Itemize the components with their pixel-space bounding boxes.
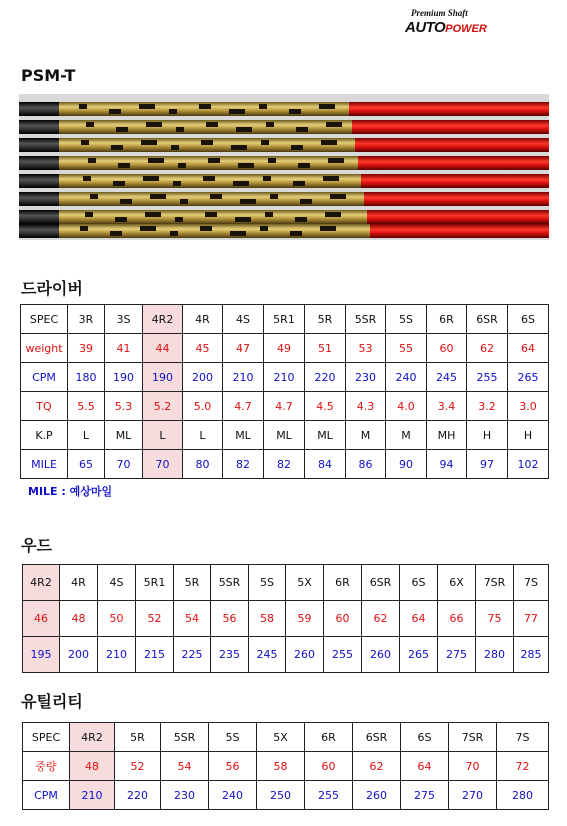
utility-cell: 5S xyxy=(209,723,257,752)
driver-cell: 47 xyxy=(223,334,264,363)
shaft-photo xyxy=(19,94,549,240)
driver-row xyxy=(21,334,549,363)
driver-row xyxy=(21,392,549,421)
shaft-pattern-mark xyxy=(90,194,98,199)
wood-cell: 58 xyxy=(249,601,286,637)
utility-row xyxy=(23,781,549,810)
shaft-pattern-mark xyxy=(319,104,335,109)
shaft-pattern-mark xyxy=(265,212,273,217)
wood-cell: 260 xyxy=(286,637,324,673)
wood-cell: 245 xyxy=(249,637,286,673)
driver-cell: 60 xyxy=(427,334,467,363)
shaft-pattern-mark xyxy=(296,127,308,132)
driver-cell: 5SR xyxy=(346,305,386,334)
shaft-pattern-mark xyxy=(205,212,217,217)
shaft-pattern-mark xyxy=(145,212,161,217)
utility-cell: 52 xyxy=(115,752,161,781)
wood-cell: 200 xyxy=(60,637,98,673)
utility-cell: 4R2 xyxy=(70,723,115,752)
utility-cell: 280 xyxy=(497,781,549,810)
shaft-pattern-mark xyxy=(113,181,125,186)
driver-cell: 4.3 xyxy=(346,392,386,421)
driver-cell: 5.5 xyxy=(68,392,105,421)
shaft-pattern-mark xyxy=(141,140,157,145)
wood-cell: 5R xyxy=(174,565,211,601)
shaft-pattern-mark xyxy=(80,226,88,231)
shaft-pattern-mark xyxy=(116,127,128,132)
shaft-pattern-mark xyxy=(230,231,246,236)
shaft-pattern-mark xyxy=(210,194,222,199)
utility-cell: 210 xyxy=(70,781,115,810)
shaft-pattern-mark xyxy=(290,231,302,236)
driver-cell: 45 xyxy=(183,334,223,363)
shaft-pattern-mark xyxy=(270,194,278,199)
shaft-pattern-mark xyxy=(330,194,346,199)
driver-cell: 65 xyxy=(68,450,105,479)
shaft-pattern-mark xyxy=(143,176,159,181)
shaft-pattern-mark xyxy=(293,181,305,186)
driver-title: 드라이버 xyxy=(21,279,83,298)
brand-auto: AUTO xyxy=(405,19,446,36)
driver-cell: 265 xyxy=(508,363,549,392)
utility-cell: 5SR xyxy=(161,723,209,752)
shaft-pattern-mark xyxy=(110,231,122,236)
shaft-pattern-mark xyxy=(111,145,123,150)
wood-cell: 275 xyxy=(438,637,476,673)
shaft-pattern-mark xyxy=(291,145,303,150)
wood-cell: 280 xyxy=(476,637,514,673)
shaft-pattern-mark xyxy=(140,226,156,231)
wood-title: 우드 xyxy=(21,536,52,555)
driver-cell: L xyxy=(68,421,105,450)
shaft-pattern-mark xyxy=(170,231,178,236)
shaft-pattern-mark xyxy=(229,109,245,114)
driver-cell: 5R1 xyxy=(264,305,305,334)
driver-cell: ML xyxy=(264,421,305,450)
driver-cell: 5S xyxy=(386,305,427,334)
utility-cell: CPM xyxy=(23,781,70,810)
wood-cell: 6X xyxy=(438,565,476,601)
shaft-segment xyxy=(19,138,59,152)
shaft-pattern-mark xyxy=(79,104,87,109)
driver-cell: K.P xyxy=(21,421,68,450)
utility-row xyxy=(23,723,549,752)
driver-cell: 82 xyxy=(264,450,305,479)
shaft-pattern-mark xyxy=(236,127,252,132)
utility-cell: 6S xyxy=(401,723,449,752)
utility-cell: 255 xyxy=(305,781,353,810)
wood-cell: 77 xyxy=(514,601,549,637)
shaft-pattern-mark xyxy=(325,212,341,217)
shaft-pattern-mark xyxy=(200,226,212,231)
shaft-pattern-mark xyxy=(289,109,301,114)
wood-cell: 5S xyxy=(249,565,286,601)
shaft-pattern-mark xyxy=(81,140,89,145)
shaft-pattern-mark xyxy=(180,199,188,204)
driver-cell: 3S xyxy=(105,305,143,334)
shaft-pattern-mark xyxy=(139,104,155,109)
driver-row xyxy=(21,421,549,450)
shaft-pattern-mark xyxy=(171,145,179,150)
driver-cell: 86 xyxy=(346,450,386,479)
wood-cell: 54 xyxy=(174,601,211,637)
driver-cell: ML xyxy=(305,421,346,450)
utility-cell: 7SR xyxy=(449,723,497,752)
shaft-pattern-mark xyxy=(148,158,164,163)
wood-cell: 255 xyxy=(324,637,362,673)
utility-cell: 58 xyxy=(257,752,305,781)
shaft-pattern-mark xyxy=(150,194,166,199)
driver-cell: MH xyxy=(427,421,467,450)
utility-cell: 240 xyxy=(209,781,257,810)
wood-cell: 64 xyxy=(400,601,438,637)
utility-cell: 56 xyxy=(209,752,257,781)
shaft-segment xyxy=(59,120,352,134)
shaft-pattern-mark xyxy=(175,217,183,222)
driver-cell: MILE xyxy=(21,450,68,479)
shaft-segment xyxy=(19,224,59,238)
driver-cell: 3.4 xyxy=(427,392,467,421)
shaft-pattern-mark xyxy=(231,145,247,150)
utility-spec-table xyxy=(22,722,549,810)
wood-cell: 75 xyxy=(476,601,514,637)
driver-cell: 62 xyxy=(467,334,508,363)
brand-logo xyxy=(405,8,515,37)
driver-cell: 84 xyxy=(305,450,346,479)
driver-cell: 51 xyxy=(305,334,346,363)
driver-row xyxy=(21,450,549,479)
shaft-pattern-mark xyxy=(115,217,127,222)
shaft-pattern-mark xyxy=(240,199,256,204)
utility-row xyxy=(23,752,549,781)
shaft-pattern-mark xyxy=(178,163,186,168)
driver-cell: 3R xyxy=(68,305,105,334)
shaft-pattern-mark xyxy=(176,127,184,132)
driver-cell: 70 xyxy=(105,450,143,479)
wood-cell: 265 xyxy=(400,637,438,673)
utility-cell: 260 xyxy=(353,781,401,810)
driver-cell: 5.2 xyxy=(143,392,183,421)
shaft-pattern-mark xyxy=(233,181,249,186)
driver-cell: SPEC xyxy=(21,305,68,334)
wood-row xyxy=(23,637,549,673)
driver-cell: 102 xyxy=(508,450,549,479)
driver-cell: 55 xyxy=(386,334,427,363)
driver-cell: 97 xyxy=(467,450,508,479)
shaft-pattern-mark xyxy=(85,212,93,217)
shaft-segment xyxy=(19,192,59,206)
wood-cell: 4R xyxy=(60,565,98,601)
shaft-segment xyxy=(19,156,59,170)
shaft-pattern-mark xyxy=(266,122,274,127)
utility-cell: SPEC xyxy=(23,723,70,752)
driver-cell: 64 xyxy=(508,334,549,363)
driver-cell: M xyxy=(346,421,386,450)
driver-cell: 49 xyxy=(264,334,305,363)
driver-cell: 5.3 xyxy=(105,392,143,421)
driver-cell: TQ xyxy=(21,392,68,421)
driver-row xyxy=(21,305,549,334)
shaft-pattern-mark xyxy=(88,158,96,163)
driver-spec-table xyxy=(20,304,549,479)
shaft-segment xyxy=(361,174,549,188)
driver-cell: 240 xyxy=(386,363,427,392)
driver-cell: 4.7 xyxy=(223,392,264,421)
driver-cell: 80 xyxy=(183,450,223,479)
driver-cell: 5.0 xyxy=(183,392,223,421)
shaft-pattern-mark xyxy=(206,122,218,127)
wood-cell: 5R1 xyxy=(136,565,174,601)
shaft-pattern-mark xyxy=(109,109,121,114)
wood-cell: 7S xyxy=(514,565,549,601)
shaft-pattern-mark xyxy=(259,104,267,109)
brand-tagline: Premium Shaft xyxy=(411,8,468,18)
driver-cell: 210 xyxy=(223,363,264,392)
wood-cell: 210 xyxy=(98,637,136,673)
wood-cell: 285 xyxy=(514,637,549,673)
driver-cell: 70 xyxy=(143,450,183,479)
shaft-pattern-mark xyxy=(235,217,251,222)
wood-spec-table xyxy=(22,564,549,673)
driver-cell: ML xyxy=(223,421,264,450)
driver-cell: 4.0 xyxy=(386,392,427,421)
driver-cell: H xyxy=(467,421,508,450)
wood-cell: 225 xyxy=(174,637,211,673)
utility-title: 유틸리티 xyxy=(21,692,83,711)
shaft-segment xyxy=(19,174,59,188)
shaft-pattern-mark xyxy=(328,158,344,163)
brand-wordmark xyxy=(405,19,515,37)
shaft-pattern-mark xyxy=(120,199,132,204)
shaft-pattern-mark xyxy=(146,122,162,127)
utility-cell: 70 xyxy=(449,752,497,781)
driver-cell: CPM xyxy=(21,363,68,392)
shaft-pattern-mark xyxy=(238,163,254,168)
shaft-pattern-mark xyxy=(260,226,268,231)
driver-cell: 4S xyxy=(223,305,264,334)
driver-cell: M xyxy=(386,421,427,450)
shaft-segment xyxy=(370,224,549,238)
shaft-pattern-mark xyxy=(323,176,339,181)
utility-cell: 중량 xyxy=(23,752,70,781)
mile-note: MILE : 예상마일 xyxy=(28,485,113,498)
driver-cell: L xyxy=(143,421,183,450)
wood-cell: 5X xyxy=(286,565,324,601)
utility-cell: 60 xyxy=(305,752,353,781)
wood-cell: 260 xyxy=(362,637,400,673)
wood-cell: 66 xyxy=(438,601,476,637)
shaft-pattern-mark xyxy=(199,104,211,109)
wood-cell: 56 xyxy=(211,601,249,637)
driver-cell: 82 xyxy=(223,450,264,479)
shaft-segment xyxy=(358,156,549,170)
driver-cell: 190 xyxy=(105,363,143,392)
utility-cell: 6SR xyxy=(353,723,401,752)
shaft-pattern-mark xyxy=(86,122,94,127)
wood-cell: 6SR xyxy=(362,565,400,601)
shaft-pattern-mark xyxy=(295,217,307,222)
shaft-pattern-mark xyxy=(201,140,213,145)
shaft-segment xyxy=(355,138,549,152)
shaft-segment xyxy=(19,120,59,134)
shaft-illustration xyxy=(19,94,549,240)
driver-cell: 210 xyxy=(264,363,305,392)
shaft-segment xyxy=(349,102,549,116)
driver-cell: 220 xyxy=(305,363,346,392)
driver-cell: 3.2 xyxy=(467,392,508,421)
utility-cell: 230 xyxy=(161,781,209,810)
driver-cell: 190 xyxy=(143,363,183,392)
wood-cell: 46 xyxy=(23,601,60,637)
driver-cell: 3.0 xyxy=(508,392,549,421)
utility-cell: 62 xyxy=(353,752,401,781)
utility-cell: 275 xyxy=(401,781,449,810)
driver-cell: ML xyxy=(105,421,143,450)
utility-cell: 250 xyxy=(257,781,305,810)
driver-cell: 53 xyxy=(346,334,386,363)
wood-cell: 195 xyxy=(23,637,60,673)
wood-cell: 4R2 xyxy=(23,565,60,601)
utility-cell: 54 xyxy=(161,752,209,781)
shaft-segment xyxy=(367,210,549,224)
shaft-pattern-mark xyxy=(173,181,181,186)
utility-cell: 7S xyxy=(497,723,549,752)
wood-cell: 60 xyxy=(324,601,362,637)
driver-cell: 180 xyxy=(68,363,105,392)
wood-row xyxy=(23,601,549,637)
driver-cell: 255 xyxy=(467,363,508,392)
driver-cell: 44 xyxy=(143,334,183,363)
shaft-pattern-mark xyxy=(118,163,130,168)
wood-cell: 62 xyxy=(362,601,400,637)
utility-cell: 6R xyxy=(305,723,353,752)
wood-cell: 48 xyxy=(60,601,98,637)
utility-cell: 72 xyxy=(497,752,549,781)
wood-cell: 4S xyxy=(98,565,136,601)
shaft-pattern-mark xyxy=(298,163,310,168)
driver-cell: 41 xyxy=(105,334,143,363)
driver-cell: 4.7 xyxy=(264,392,305,421)
driver-cell: 4.5 xyxy=(305,392,346,421)
wood-cell: 5SR xyxy=(211,565,249,601)
shaft-pattern-mark xyxy=(208,158,220,163)
shaft-pattern-mark xyxy=(320,226,336,231)
shaft-pattern-mark xyxy=(300,199,312,204)
driver-cell: 90 xyxy=(386,450,427,479)
driver-cell: weight xyxy=(21,334,68,363)
wood-cell: 50 xyxy=(98,601,136,637)
utility-cell: 270 xyxy=(449,781,497,810)
driver-cell: 200 xyxy=(183,363,223,392)
shaft-pattern-mark xyxy=(321,140,337,145)
shaft-pattern-mark xyxy=(83,176,91,181)
driver-cell: 230 xyxy=(346,363,386,392)
utility-cell: 64 xyxy=(401,752,449,781)
driver-cell: 94 xyxy=(427,450,467,479)
utility-cell: 5X xyxy=(257,723,305,752)
shaft-pattern-mark xyxy=(326,122,342,127)
driver-row xyxy=(21,363,549,392)
shaft-segment xyxy=(352,120,549,134)
wood-cell: 215 xyxy=(136,637,174,673)
shaft-pattern-mark xyxy=(263,176,271,181)
wood-cell: 235 xyxy=(211,637,249,673)
utility-cell: 220 xyxy=(115,781,161,810)
driver-cell: 6R xyxy=(427,305,467,334)
shaft-segment xyxy=(19,102,59,116)
driver-cell: 6S xyxy=(508,305,549,334)
driver-cell: 39 xyxy=(68,334,105,363)
driver-cell: 5R xyxy=(305,305,346,334)
shaft-segment xyxy=(19,210,59,224)
wood-row xyxy=(23,565,549,601)
shaft-pattern-mark xyxy=(203,176,215,181)
driver-cell: 4R xyxy=(183,305,223,334)
wood-cell: 52 xyxy=(136,601,174,637)
driver-cell: 6SR xyxy=(467,305,508,334)
utility-cell: 48 xyxy=(70,752,115,781)
wood-cell: 7SR xyxy=(476,565,514,601)
brand-power: POWER xyxy=(445,23,487,35)
utility-cell: 5R xyxy=(115,723,161,752)
driver-cell: H xyxy=(508,421,549,450)
wood-cell: 59 xyxy=(286,601,324,637)
wood-cell: 6R xyxy=(324,565,362,601)
wood-cell: 6S xyxy=(400,565,438,601)
shaft-pattern-mark xyxy=(268,158,276,163)
shaft-pattern-mark xyxy=(261,140,269,145)
driver-cell: 245 xyxy=(427,363,467,392)
model-title: PSM-T xyxy=(21,66,76,85)
shaft-pattern-mark xyxy=(169,109,177,114)
driver-cell: 4R2 xyxy=(143,305,183,334)
driver-cell: L xyxy=(183,421,223,450)
shaft-segment xyxy=(364,192,549,206)
